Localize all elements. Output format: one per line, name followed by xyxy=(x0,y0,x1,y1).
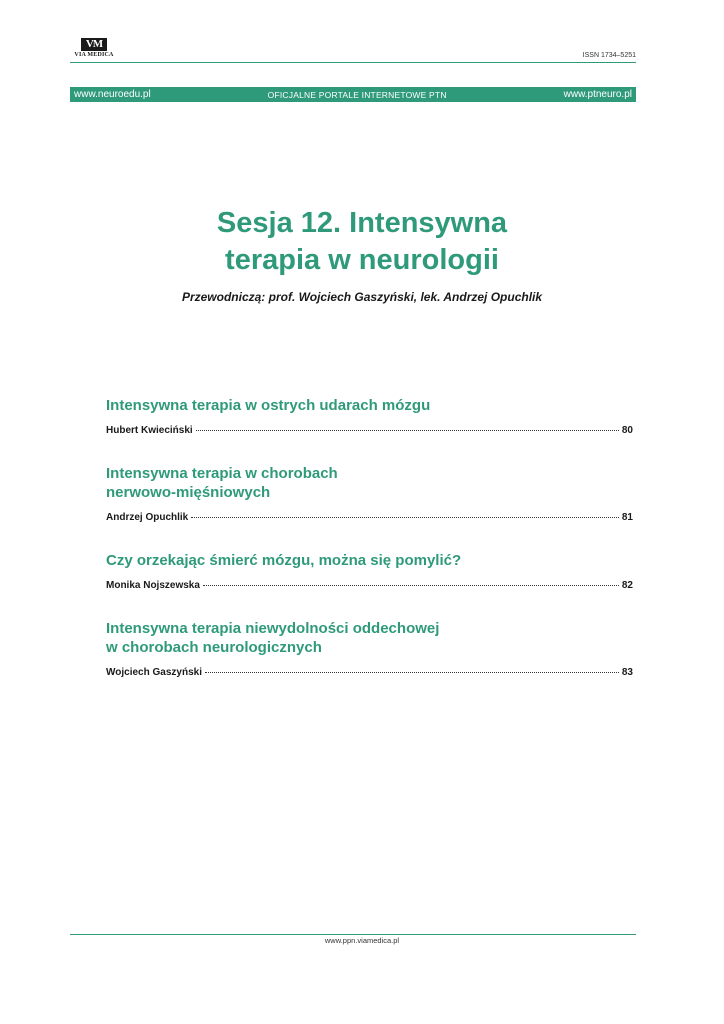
session-chairs: Przewodniczą: prof. Wojciech Gaszyński, lek. Andrzej Opuchlik xyxy=(181,290,543,304)
dot-leader xyxy=(196,430,619,431)
table-of-contents xyxy=(106,396,633,706)
bottom-divider xyxy=(70,934,636,935)
dot-leader xyxy=(203,585,619,586)
toc-entry-title-line: Intensywna terapia niewydolności oddechowej xyxy=(106,620,440,637)
toc-entry-title-line: nerwowo-mięśniowych xyxy=(106,484,271,501)
toc-entry-title xyxy=(106,396,633,415)
session-title-line-2: terapia w neurologii xyxy=(225,244,499,276)
toc-entry-author: Hubert Kwieciński xyxy=(106,425,193,436)
toc-entry-page: 81 xyxy=(621,512,633,523)
toc-entry xyxy=(106,464,633,523)
toc-entry-title-line: Intensywna terapia w ostrych udarach mózgu xyxy=(106,397,431,414)
toc-entry-author: Monika Nojszewska xyxy=(106,580,200,591)
portal-banner xyxy=(70,87,636,102)
toc-entry xyxy=(106,396,633,436)
top-divider xyxy=(70,62,636,63)
toc-entry xyxy=(106,619,633,678)
toc-entry-title-line: w chorobach neurologicznych xyxy=(106,639,322,656)
toc-entry-author: Wojciech Gaszyński xyxy=(106,667,202,678)
toc-entry-title xyxy=(106,551,633,570)
toc-entry-title-line: Czy orzekając śmierć mózgu, można się pomylić? xyxy=(106,552,462,569)
toc-entry-page: 83 xyxy=(621,667,633,678)
dot-leader xyxy=(191,517,619,518)
logo-text: VIA MEDICA xyxy=(74,52,114,58)
banner-center-text: OFICJALNE PORTALE INTERNETOWE PTN xyxy=(267,89,447,100)
issn-label: ISSN 1734–5251 xyxy=(582,52,636,59)
via-medica-logo xyxy=(70,38,118,58)
session-title xyxy=(0,205,724,279)
toc-entry-title xyxy=(106,464,633,502)
toc-entry-line xyxy=(106,580,633,591)
toc-entry-line xyxy=(106,512,633,523)
logo-mark: VM xyxy=(81,38,107,51)
toc-entry-title-line: Intensywna terapia w chorobach xyxy=(106,465,338,482)
toc-entry-author: Andrzej Opuchlik xyxy=(106,512,189,523)
toc-entry-line xyxy=(106,425,633,436)
footer-url: www.ppn.viamedica.pl xyxy=(324,936,400,945)
dot-leader xyxy=(205,672,619,673)
toc-entry-line xyxy=(106,667,633,678)
toc-entry xyxy=(106,551,633,591)
neuroedu-link[interactable]: www.neuroedu.pl xyxy=(74,89,151,100)
toc-entry-title xyxy=(106,619,633,657)
session-title-line-1: Sesja 12. Intensywna xyxy=(216,207,508,239)
toc-entry-page: 82 xyxy=(621,580,633,591)
toc-entry-page: 80 xyxy=(621,425,633,436)
ptneuro-link[interactable]: www.ptneuro.pl xyxy=(563,89,632,100)
